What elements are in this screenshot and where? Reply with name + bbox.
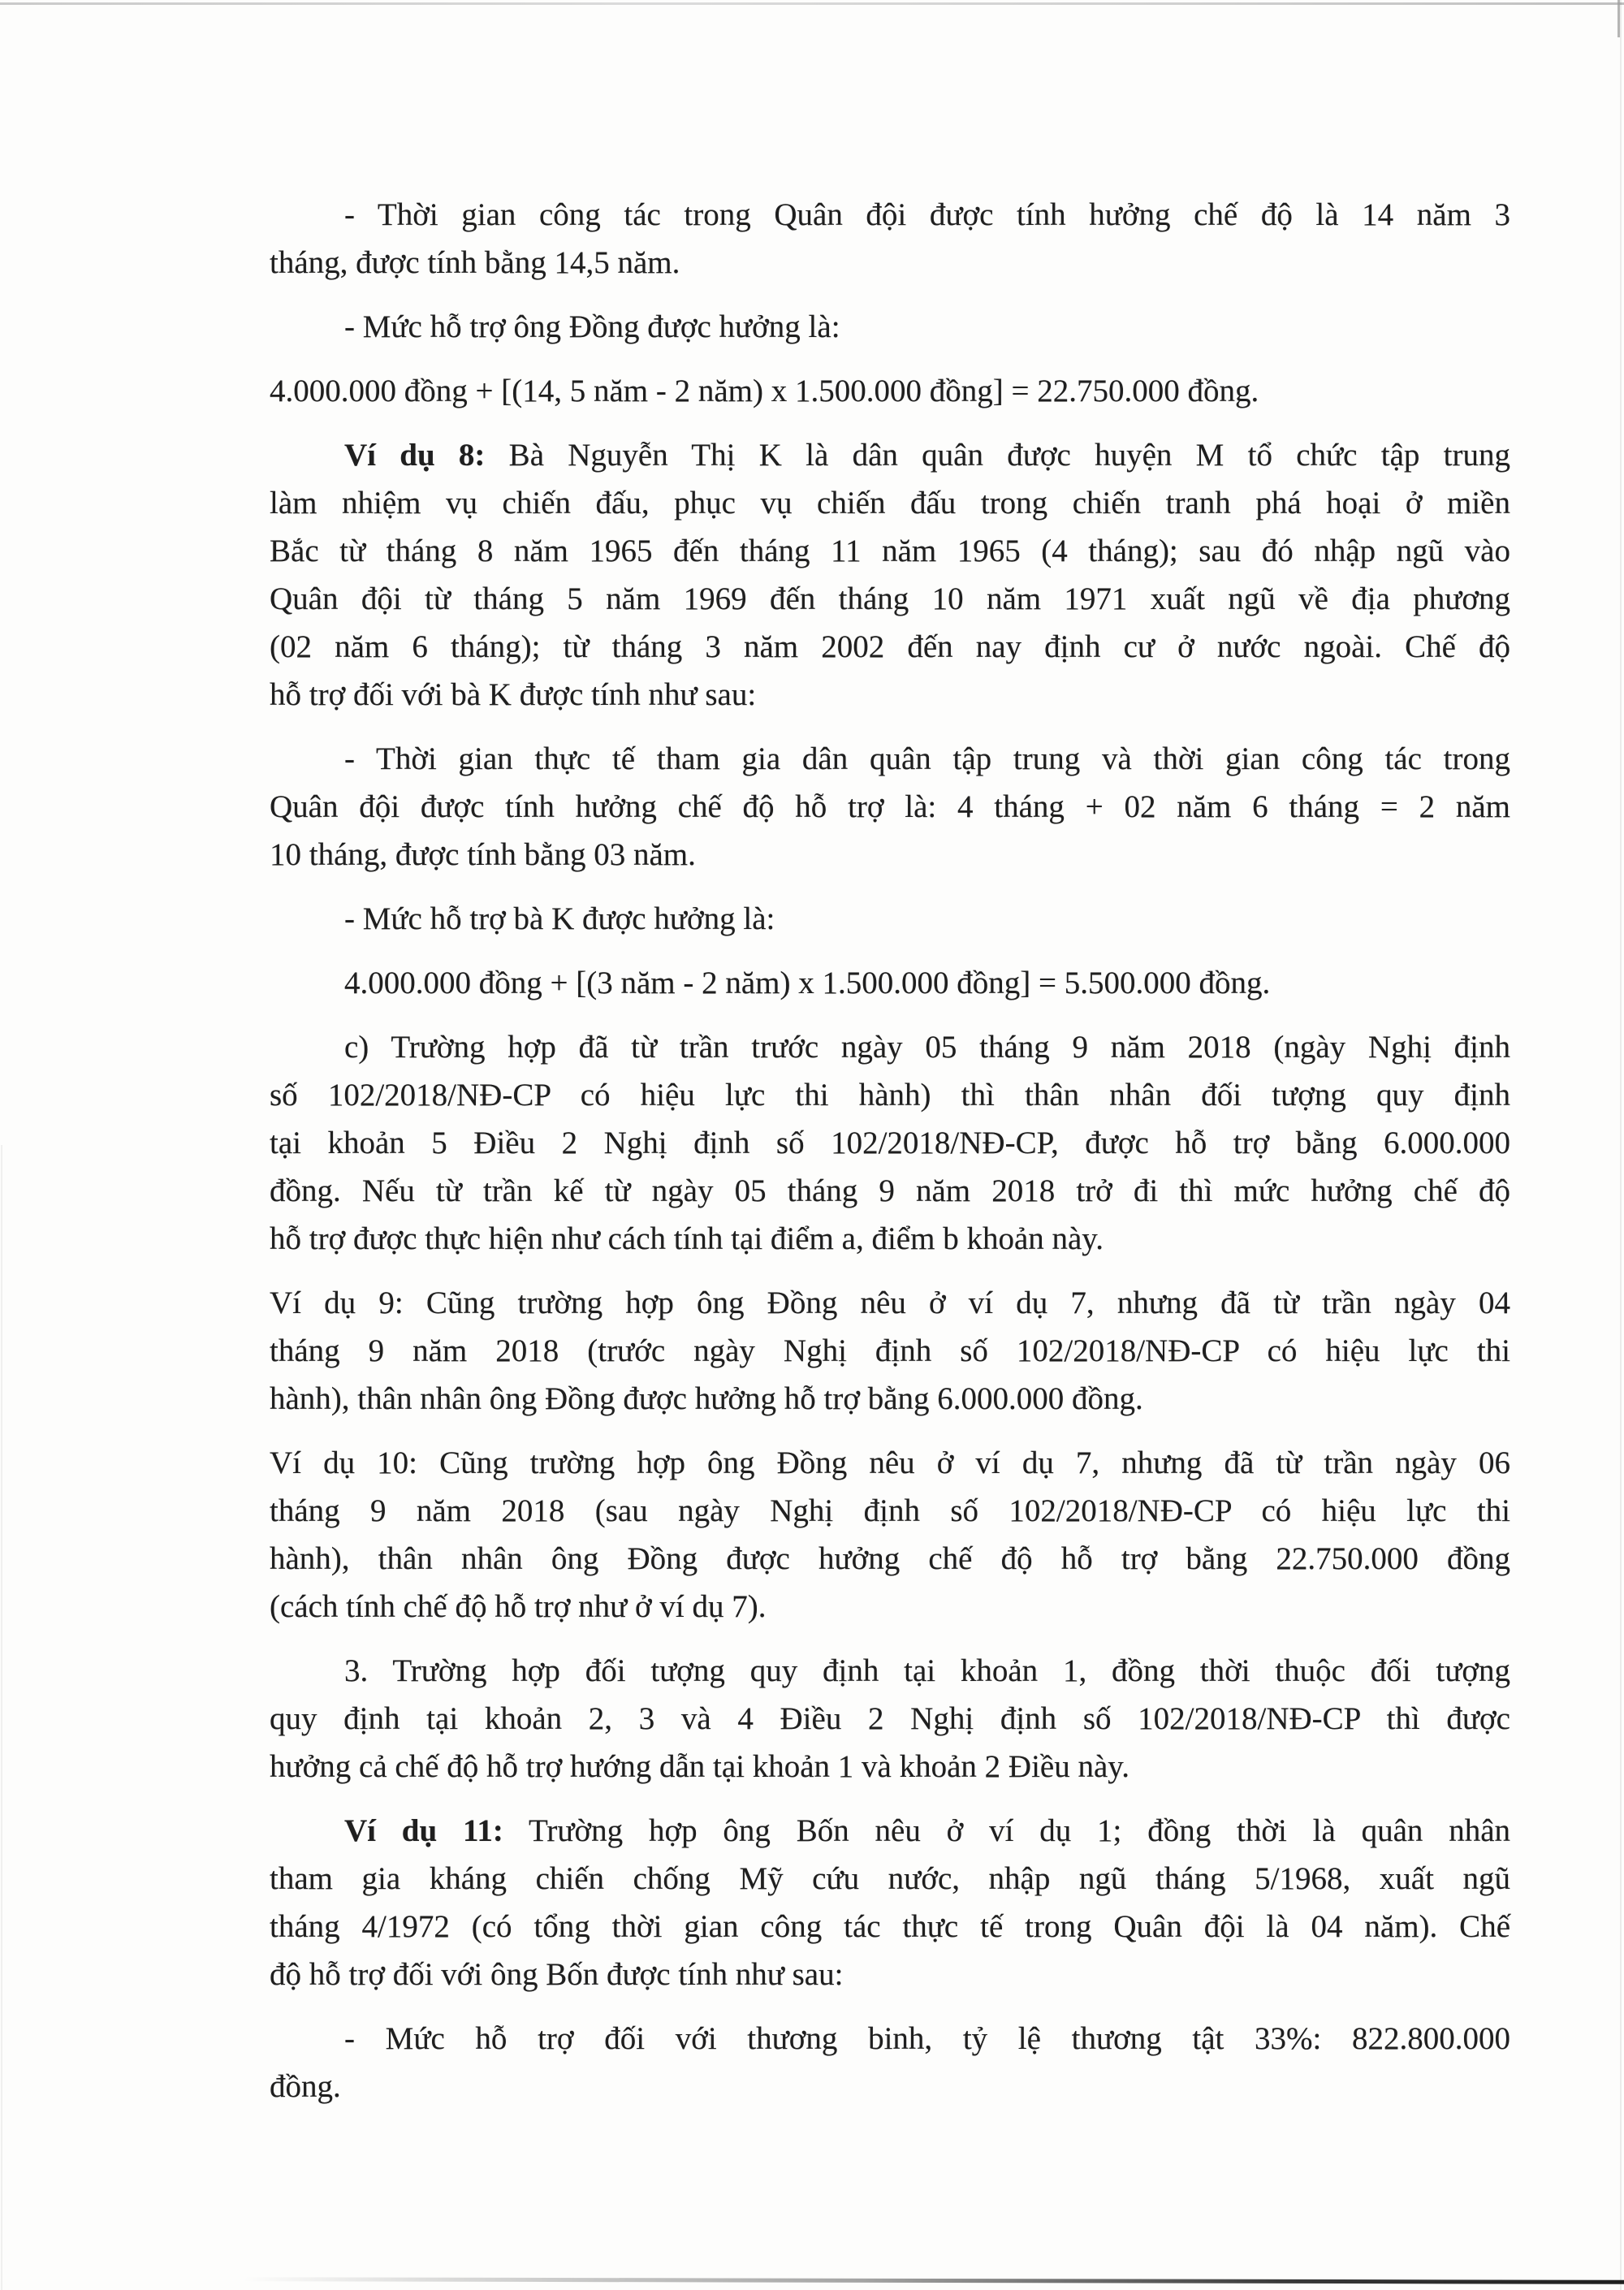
text-segment: 10 tháng, được tính bằng 03 năm. xyxy=(270,837,696,872)
para-khoan-3-line-3 xyxy=(270,1743,1510,1791)
para-thoi-gian-thuc-te-ba-k-line-1 xyxy=(270,735,1510,783)
para-muc-ho-tro-ong-dong-line-1 xyxy=(270,303,1510,351)
text-segment: đồng. Nếu từ trần kế từ ngày 05 tháng 9 năm 2018 trở đi thì mức hưởng chế độ xyxy=(270,1173,1510,1208)
text-segment: Bắc từ tháng 8 năm 1965 đến tháng 11 năm 1965 (4 tháng); sau đó nhập ngũ vào xyxy=(270,534,1510,568)
text-segment: Ví dụ 9: Cũng trường hợp ông Đồng nêu ở ví dụ 7, nhưng đã từ trần ngày 04 xyxy=(270,1285,1510,1320)
scan-edge-left-line xyxy=(1,1145,2,2290)
bold-lead-text: Ví dụ 8: xyxy=(344,438,486,473)
formula-ho-tro-ba-k xyxy=(270,959,1510,1007)
text-segment: tại khoản 5 Điều 2 Nghị định số 102/2018/NĐ-CP, được hỗ trợ bằng 6.000.000 xyxy=(270,1126,1510,1160)
para-vi-du-11-line-4 xyxy=(270,1951,1510,1998)
text-segment: đồng. xyxy=(270,2069,341,2104)
text-segment: - Thời gian thực tế tham gia dân quân tập trung và thời gian công tác trong xyxy=(344,741,1510,776)
para-diem-c-tu-tran-line-1 xyxy=(270,1023,1510,1071)
text-segment: c) Trường hợp đã từ trần trước ngày 05 tháng 9 năm 2018 (ngày Nghị định xyxy=(344,1030,1510,1065)
scan-edge-top-line xyxy=(0,2,1624,5)
para-muc-ho-tro-thuong-binh-line-2 xyxy=(270,2063,1510,2111)
formula-ho-tro-ba-k-line-1 xyxy=(270,959,1510,1007)
para-vi-du-11 xyxy=(270,1807,1510,1998)
text-segment: - Mức hỗ trợ bà K được hưởng là: xyxy=(344,901,775,936)
text-segment: quy định tại khoản 2, 3 và 4 Điều 2 Nghị định số 102/2018/NĐ-CP thì được xyxy=(270,1701,1510,1736)
text-segment: hành), thân nhân ông Đồng được hưởng hỗ trợ bằng 6.000.000 đồng. xyxy=(270,1381,1143,1416)
para-vi-du-8-line-5 xyxy=(270,623,1510,671)
para-diem-c-tu-tran-line-2 xyxy=(270,1071,1510,1119)
text-segment: số 102/2018/NĐ-CP có hiệu lực thi hành) thì thân nhân đối tượng quy định xyxy=(270,1078,1510,1113)
para-khoan-3-line-1 xyxy=(270,1647,1510,1695)
para-muc-ho-tro-ba-k xyxy=(270,895,1510,943)
text-segment: Quân đội từ tháng 5 năm 1969 đến tháng 10 năm 1971 xuất ngũ về địa phương xyxy=(270,581,1510,616)
text-segment: độ hỗ trợ đối với ông Bốn được tính như sau: xyxy=(270,1957,844,1992)
para-thoi-gian-thuc-te-ba-k-line-2 xyxy=(270,783,1510,831)
para-vi-du-8-line-3 xyxy=(270,527,1510,575)
para-diem-c-tu-tran-line-5 xyxy=(270,1215,1510,1263)
text-segment: 4.000.000 đồng + [(14, 5 năm - 2 năm) x 1.500.000 đồng] = 22.750.000 đồng. xyxy=(270,374,1259,408)
para-vi-du-8-line-6 xyxy=(270,671,1510,719)
para-vi-du-11-line-3 xyxy=(270,1903,1510,1951)
text-segment: làm nhiệm vụ chiến đấu, phục vụ chiến đấu trong chiến tranh phá hoại ở miền xyxy=(270,486,1510,521)
text-segment: 4.000.000 đồng + [(3 năm - 2 năm) x 1.500.000 đồng] = 5.500.000 đồng. xyxy=(344,966,1271,1000)
text-segment: hưởng cả chế độ hỗ trợ hướng dẫn tại khoản 1 và khoản 2 Điều này. xyxy=(270,1749,1130,1784)
text-segment: - Mức hỗ trợ đối với thương binh, tỷ lệ thương tật 33%: 822.800.000 xyxy=(344,2021,1510,2056)
text-segment: Bà Nguyễn Thị K là dân quân được huyện M tổ chức tập trung xyxy=(485,438,1510,473)
para-thoi-gian-thuc-te-ba-k xyxy=(270,735,1510,879)
text-segment: - Thời gian công tác trong Quân đội được tính hưởng chế độ là 14 năm 3 xyxy=(344,197,1510,232)
para-muc-ho-tro-ong-dong xyxy=(270,303,1510,351)
para-thoi-gian-cong-tac-ong-dong xyxy=(270,191,1510,287)
para-vi-du-10-line-4 xyxy=(270,1583,1510,1631)
text-segment: - Mức hỗ trợ ông Đồng được hưởng là: xyxy=(344,309,840,344)
text-segment: hỗ trợ được thực hiện như cách tính tại điểm a, điểm b khoản này. xyxy=(270,1221,1104,1256)
text-segment: Ví dụ 10: Cũng trường hợp ông Đồng nêu ở ví dụ 7, nhưng đã từ trần ngày 06 xyxy=(270,1445,1510,1480)
para-vi-du-9 xyxy=(270,1279,1510,1423)
para-diem-c-tu-tran-line-4 xyxy=(270,1167,1510,1215)
para-vi-du-8-line-2 xyxy=(270,479,1510,527)
scan-corner-mark xyxy=(1618,0,1620,37)
text-segment: (cách tính chế độ hỗ trợ như ở ví dụ 7). xyxy=(270,1589,767,1624)
para-muc-ho-tro-ba-k-line-1 xyxy=(270,895,1510,943)
scan-edge-right-line xyxy=(1620,0,1622,2290)
para-thoi-gian-cong-tac-ong-dong-line-2 xyxy=(270,239,1510,287)
text-segment: hành), thân nhân ông Đồng được hưởng chế độ hỗ trợ bằng 22.750.000 đồng xyxy=(270,1541,1510,1576)
formula-ho-tro-ong-dong-line-1 xyxy=(270,367,1510,415)
para-vi-du-9-line-2 xyxy=(270,1327,1510,1375)
para-khoan-3 xyxy=(270,1647,1510,1791)
para-vi-du-10-line-3 xyxy=(270,1535,1510,1583)
document-body xyxy=(270,191,1510,2127)
para-thoi-gian-cong-tac-ong-dong-line-1 xyxy=(270,191,1510,239)
para-vi-du-10-line-2 xyxy=(270,1487,1510,1535)
para-thoi-gian-thuc-te-ba-k-line-3 xyxy=(270,831,1510,879)
para-vi-du-11-line-1 xyxy=(270,1807,1510,1855)
text-segment: tháng 9 năm 2018 (trước ngày Nghị định số 102/2018/NĐ-CP có hiệu lực thi xyxy=(270,1333,1510,1368)
para-vi-du-9-line-3 xyxy=(270,1375,1510,1423)
text-segment: tháng 9 năm 2018 (sau ngày Nghị định số 102/2018/NĐ-CP có hiệu lực thi xyxy=(270,1493,1510,1528)
text-segment: hỗ trợ đối với bà K được tính như sau: xyxy=(270,677,757,712)
para-vi-du-10-line-1 xyxy=(270,1439,1510,1487)
para-vi-du-8-line-1 xyxy=(270,431,1510,479)
para-muc-ho-tro-thuong-binh-line-1 xyxy=(270,2015,1510,2063)
scan-artifact-bottom-line xyxy=(244,2277,1624,2284)
text-segment: 3. Trường hợp đối tượng quy định tại khoản 1, đồng thời thuộc đối tượng xyxy=(344,1653,1510,1688)
para-vi-du-8-line-4 xyxy=(270,575,1510,623)
para-diem-c-tu-tran xyxy=(270,1023,1510,1263)
para-khoan-3-line-2 xyxy=(270,1695,1510,1743)
para-vi-du-9-line-1 xyxy=(270,1279,1510,1327)
para-vi-du-8 xyxy=(270,431,1510,719)
bold-lead-text: Ví dụ 11: xyxy=(344,1813,503,1848)
text-segment: Quân đội được tính hưởng chế độ hỗ trợ là: 4 tháng + 02 năm 6 tháng = 2 năm xyxy=(270,789,1510,824)
text-segment: tham gia kháng chiến chống Mỹ cứu nước, nhập ngũ tháng 5/1968, xuất ngũ xyxy=(270,1861,1510,1896)
para-vi-du-10 xyxy=(270,1439,1510,1631)
text-segment: tháng 4/1972 (có tổng thời gian công tác thực tế trong Quân đội là 04 năm). Chế xyxy=(270,1909,1510,1944)
text-segment: tháng, được tính bằng 14,5 năm. xyxy=(270,245,680,280)
para-vi-du-11-line-2 xyxy=(270,1855,1510,1903)
formula-ho-tro-ong-dong xyxy=(270,367,1510,415)
para-diem-c-tu-tran-line-3 xyxy=(270,1119,1510,1167)
text-segment: Trường hợp ông Bốn nêu ở ví dụ 1; đồng thời là quân nhân xyxy=(503,1813,1511,1848)
para-muc-ho-tro-thuong-binh xyxy=(270,2015,1510,2111)
text-segment: (02 năm 6 tháng); từ tháng 3 năm 2002 đến nay định cư ở nước ngoài. Chế độ xyxy=(270,629,1510,664)
